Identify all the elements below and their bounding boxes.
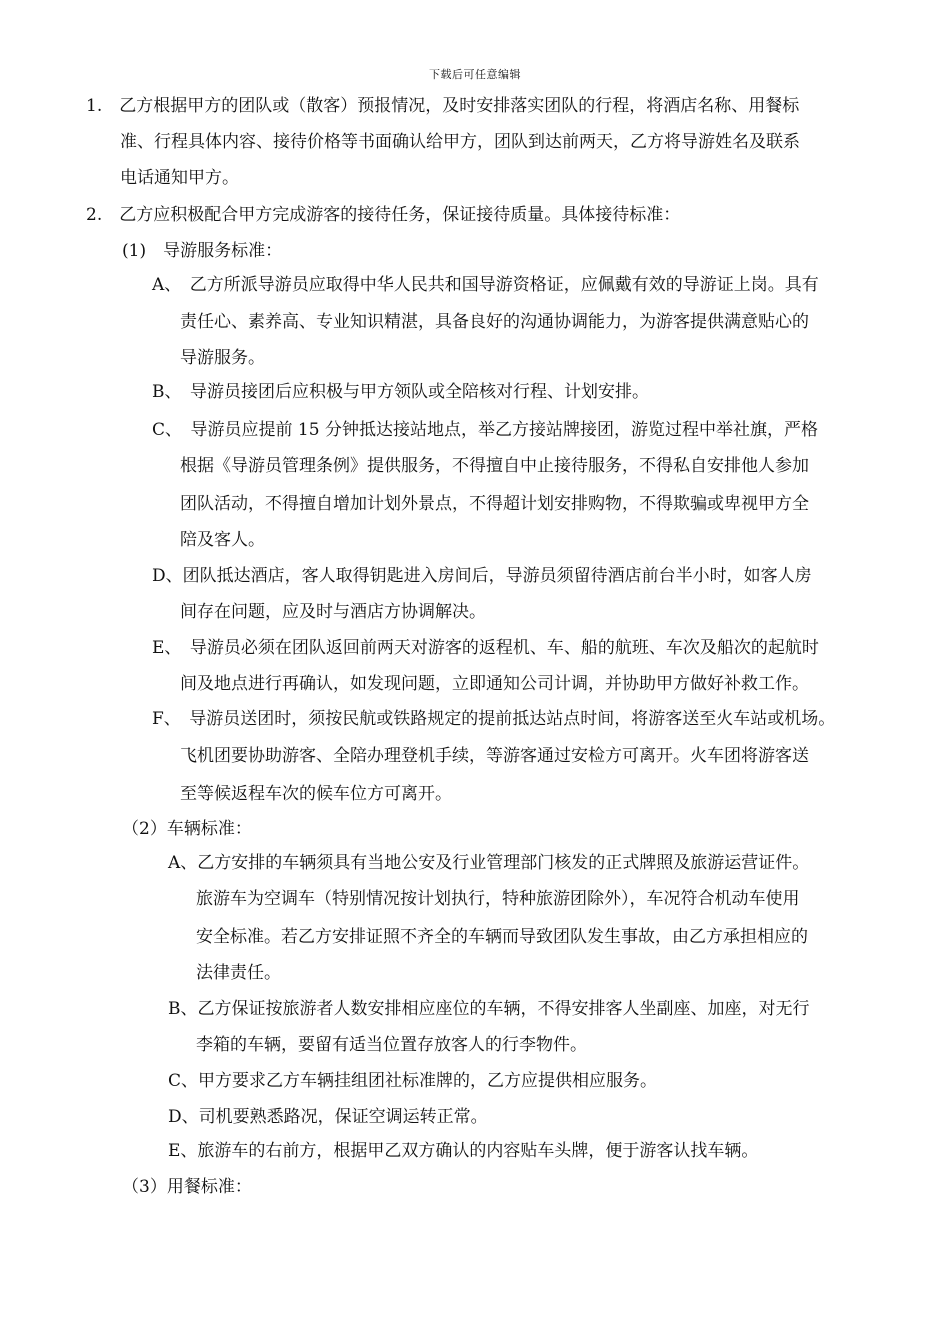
page-header: 下载后可任意编辑 — [429, 68, 521, 81]
vehicle-c-line-1: C、甲方要求乙方车辆挂组团社标准牌的，乙方应提供相应服务。 — [168, 1071, 658, 1091]
guide-a-line-1: A、 乙方所派导游员应取得中华人民共和国导游资格证，应佩戴有效的导游证上岗。具有 — [152, 275, 819, 295]
guide-d-line-2: 间存在问题，应及时与酒店方协调解决。 — [180, 602, 486, 622]
guide-e-line-2: 间及地点进行再确认，如发现问题，立即通知公司计调，并协助甲方做好补救工作。 — [180, 674, 809, 694]
item-1-line-3: 电话通知甲方。 — [120, 168, 239, 188]
item-1-line-2: 准、行程具体内容、接待价格等书面确认给甲方，团队到达前两天，乙方将导游姓名及联系 — [120, 132, 800, 152]
section-1-heading: (1) 导游服务标准： — [122, 241, 283, 261]
vehicle-a-line-2: 旅游车为空调车（特别情况按计划执行，特种旅游团除外），车况符合机动车使用 — [196, 889, 800, 909]
vehicle-b-line-2: 李箱的车辆，要留有适当位置存放客人的行李物件。 — [196, 1035, 587, 1055]
guide-c-line-2: 根据《导游员管理条例》提供服务，不得擅自中止接待服务，不得私自安排他人参加 — [180, 456, 809, 476]
vehicle-b-line-1: B、乙方保证按旅游者人数安排相应座位的车辆，不得安排客人坐副座、加座，对无行 — [168, 999, 810, 1019]
vehicle-d-line-1: D、司机要熟悉路况，保证空调运转正常。 — [168, 1107, 488, 1127]
guide-c-line-4: 陪及客人。 — [180, 530, 265, 550]
section-3-heading: （3）用餐标准： — [122, 1177, 252, 1197]
guide-c-line-1: C、 导游员应提前 15 分钟抵达接站地点，举乙方接站牌接团，游览过程中举社旗，严格 — [152, 420, 818, 440]
guide-a-line-3: 导游服务。 — [180, 348, 265, 368]
guide-c-line-3: 团队活动，不得擅自增加计划外景点，不得超计划安排购物，不得欺骗或卑视甲方全 — [180, 494, 809, 514]
guide-e-line-1: E、 导游员必须在团队返回前两天对游客的返程机、车、船的航班、车次及船次的起航时 — [152, 638, 819, 658]
guide-d-line-1: D、团队抵达酒店，客人取得钥匙进入房间后，导游员须留待酒店前台半小时，如客人房 — [152, 566, 812, 586]
guide-b-line-1: B、 导游员接团后应积极与甲方领队或全陪核对行程、计划安排。 — [152, 382, 649, 402]
guide-f-line-3: 至等候返程车次的候车位方可离开。 — [180, 784, 452, 804]
guide-f-line-1: F、 导游员送团时，须按民航或铁路规定的提前抵达站点时间，将游客送至火车站或机场。 — [152, 709, 836, 729]
section-2-heading: （2）车辆标准： — [122, 819, 252, 839]
vehicle-a-line-1: A、乙方安排的车辆须具有当地公安及行业管理部门核发的正式牌照及旅游运营证件。 — [168, 853, 810, 873]
guide-f-line-2: 飞机团要协助游客、全陪办理登机手续，等游客通过安检方可离开。火车团将游客送 — [180, 746, 809, 766]
guide-a-line-2: 责任心、素养高、专业知识精湛，具备良好的沟通协调能力，为游客提供满意贴心的 — [180, 312, 809, 332]
item-2-line-1: 2. 乙方应积极配合甲方完成游客的接待任务，保证接待质量。具体接待标准： — [86, 205, 681, 225]
vehicle-e-line-1: E、旅游车的右前方，根据甲乙双方确认的内容贴车头牌，便于游客认找车辆。 — [168, 1141, 759, 1161]
item-1-line-1: 1. 乙方根据甲方的团队或（散客）预报情况，及时安排落实团队的行程，将酒店名称、用餐标 — [86, 96, 800, 116]
vehicle-a-line-3: 安全标准。若乙方安排证照不齐全的车辆而导致团队发生事故，由乙方承担相应的 — [196, 927, 808, 947]
vehicle-a-line-4: 法律责任。 — [196, 963, 281, 983]
